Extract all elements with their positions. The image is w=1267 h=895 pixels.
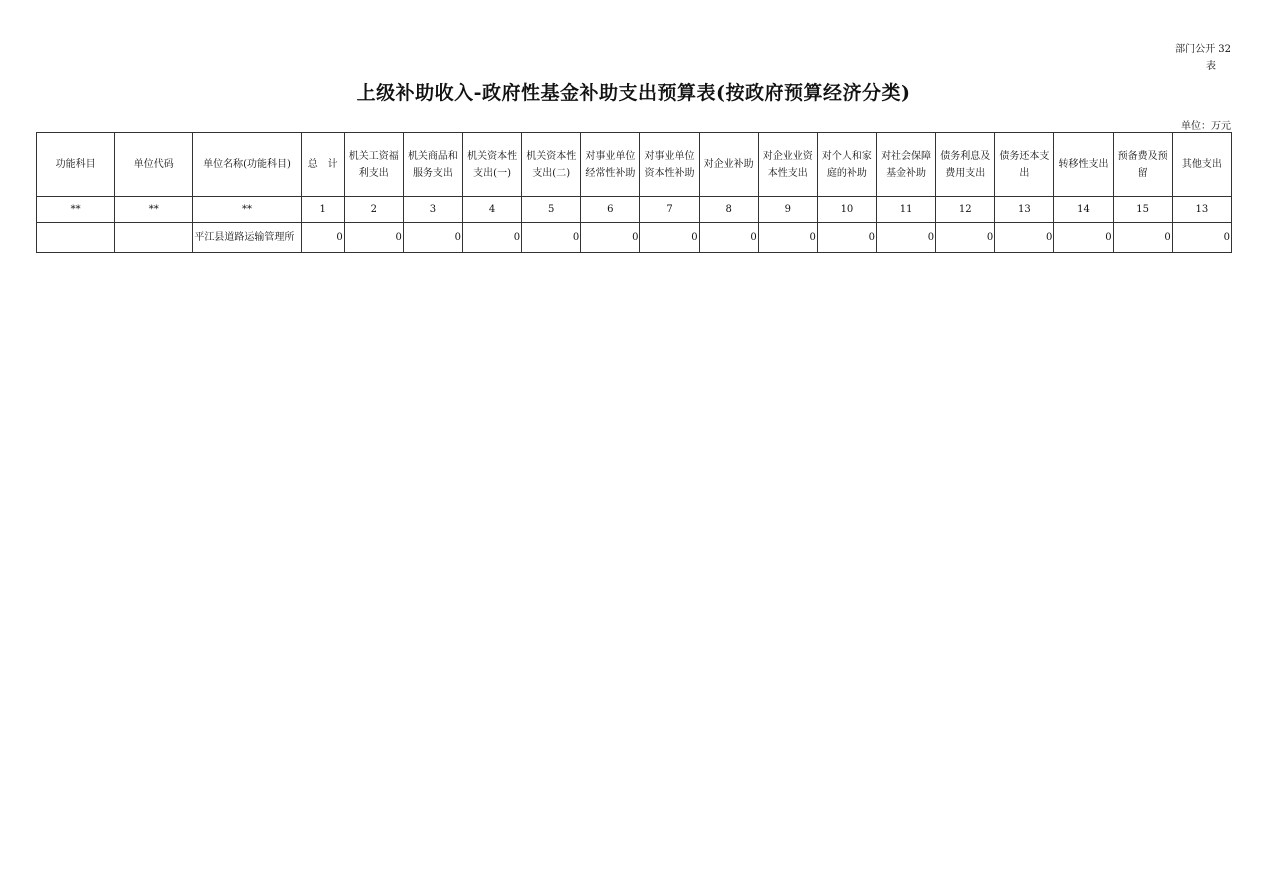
index-cell: 4 [463,197,522,223]
index-cell: 2 [344,197,403,223]
value-cell: 0 [403,223,462,253]
index-cell: 11 [877,197,936,223]
header-row [37,133,1232,197]
index-cell: 1 [301,197,344,223]
table-number-note [1151,41,1231,75]
table-number-line1: 部门公开 32 [1175,44,1231,55]
value-cell: 0 [699,223,758,253]
index-cell: 3 [403,197,462,223]
col-header: 机关商品和服务支出 [403,133,462,197]
index-cell: 6 [581,197,640,223]
col-header: 机关工资福利支出 [344,133,403,197]
budget-table [36,132,1232,253]
col-header: 对社会保障基金补助 [877,133,936,197]
col-header: 预备费及预留 [1113,133,1172,197]
col-header: 对企业补助 [699,133,758,197]
value-cell: 0 [1054,223,1113,253]
col-header: 机关资本性支出(一) [463,133,522,197]
value-cell: 0 [463,223,522,253]
col-header: 债务利息及费用支出 [936,133,995,197]
index-cell: ** [115,197,193,223]
col-header: 其他支出 [1172,133,1231,197]
unit-code-cell [115,223,193,253]
value-cell: 0 [522,223,581,253]
index-cell: ** [193,197,301,223]
index-cell: 5 [522,197,581,223]
col-header: 单位代码 [115,133,193,197]
index-cell: 7 [640,197,699,223]
value-cell: 0 [936,223,995,253]
col-header: 对个人和家庭的补助 [817,133,876,197]
unit-label: 单位：万元 [1181,121,1231,132]
index-cell: 14 [1054,197,1113,223]
value-cell: 0 [301,223,344,253]
col-header: 对事业单位资本性补助 [640,133,699,197]
value-cell: 0 [344,223,403,253]
index-row [37,197,1232,223]
col-header: 转移性支出 [1054,133,1113,197]
index-cell: 13 [1172,197,1231,223]
index-cell: 9 [758,197,817,223]
col-header: 债务还本支出 [995,133,1054,197]
col-header: 机关资本性支出(二) [522,133,581,197]
index-cell: 10 [817,197,876,223]
col-header: 对事业单位经常性补助 [581,133,640,197]
col-header: 总 计 [301,133,344,197]
unit-name-cell: 平江县道路运输管理所 [193,223,301,253]
value-cell: 0 [817,223,876,253]
value-cell: 0 [877,223,936,253]
index-cell: 15 [1113,197,1172,223]
index-cell: 8 [699,197,758,223]
col-header: 对企业业资本性支出 [758,133,817,197]
function-subject-cell [37,223,115,253]
index-cell: 12 [936,197,995,223]
table-number-line2: 表 [1206,61,1216,72]
value-cell: 0 [1113,223,1172,253]
value-cell: 0 [640,223,699,253]
index-cell: ** [37,197,115,223]
value-cell: 0 [581,223,640,253]
value-cell: 0 [995,223,1054,253]
index-cell: 13 [995,197,1054,223]
value-cell: 0 [1172,223,1231,253]
col-header: 单位名称(功能科目) [193,133,301,197]
col-header: 功能科目 [37,133,115,197]
page-title: 上级补助收入-政府性基金补助支出预算表(按政府预算经济分类) [356,82,911,104]
value-cell: 0 [758,223,817,253]
table-row [37,223,1232,253]
